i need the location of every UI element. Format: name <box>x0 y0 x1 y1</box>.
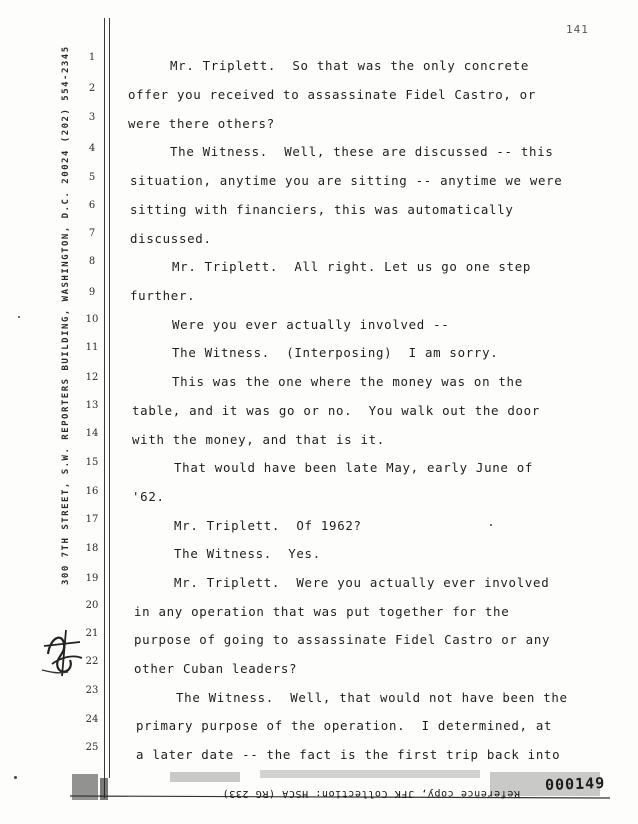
transcript-line: sitting with financiers, this was automatically <box>130 202 514 217</box>
line-number: 17 <box>85 514 99 525</box>
transcript-line: in any operation that was put together for the <box>134 604 510 619</box>
transcript-line: '62. <box>132 489 165 504</box>
transcript-line: situation, anytime you are sitting -- anytime we were <box>130 173 563 188</box>
handwritten-initials-mark <box>40 624 86 680</box>
line-number: 2 <box>88 83 96 94</box>
transcript-line: were there others? <box>128 116 275 131</box>
line-number: 13 <box>85 400 99 411</box>
transcript-line: a later date -- the fact is the first trip back into <box>136 747 561 762</box>
line-number: 1 <box>88 52 96 63</box>
scan-speck <box>14 776 17 779</box>
transcript-line: Were you ever actually involved -- <box>172 317 450 332</box>
transcript-line: primary purpose of the operation. I determined, at <box>136 718 553 733</box>
line-number: 11 <box>85 342 99 353</box>
line-number: 10 <box>85 314 99 325</box>
line-number: 22 <box>85 656 99 667</box>
transcript-line: Mr. Triplett. Of 1962? <box>174 518 362 533</box>
margin-rule-inner <box>109 18 110 778</box>
line-number: 16 <box>85 486 99 497</box>
margin-rule <box>104 18 105 798</box>
transcript-line: table, and it was go or no. You walk out the door <box>132 403 540 418</box>
line-number: 14 <box>85 428 99 439</box>
scan-speck <box>490 524 492 526</box>
scan-speck <box>18 316 20 318</box>
transcript-line: Mr. Triplett. All right. Let us go one step <box>172 259 532 274</box>
transcript-line: The Witness. Well, these are discussed -- this <box>170 144 554 159</box>
page-number: 141 <box>566 23 589 36</box>
transcript-line: with the money, and that is it. <box>132 432 385 447</box>
transcript-line: The Witness. Yes. <box>174 546 321 561</box>
line-number: 24 <box>85 714 99 725</box>
transcript-line: Mr. Triplett. So that was the only concrete <box>170 58 530 73</box>
transcript-line: That would have been late May, early June of <box>174 460 534 475</box>
transcript-line: The Witness. Well, that would not have been the <box>176 690 568 705</box>
transcript-line: The Witness. (Interposing) I am sorry. <box>172 345 499 360</box>
line-number: 18 <box>85 543 99 554</box>
reporter-address-vertical: 300 7TH STREET, S.W. REPORTERS BUILDING, WASHINGTON, D.C. 20024 (202) 554-2345 <box>61 45 71 585</box>
line-number: 19 <box>85 573 99 584</box>
transcript-line: discussed. <box>130 231 212 246</box>
line-number: 21 <box>85 628 99 639</box>
document-id-stamp: 000149 <box>544 773 606 795</box>
transcript-line: This was the one where the money was on the <box>172 374 523 389</box>
line-number: 6 <box>88 200 96 211</box>
line-number: 12 <box>85 372 99 383</box>
transcript-line: further. <box>130 288 196 303</box>
line-number: 15 <box>85 457 99 468</box>
transcript-line: purpose of going to assassinate Fidel Castro or any <box>134 632 551 647</box>
line-number: 7 <box>88 228 96 239</box>
line-number: 9 <box>88 287 96 298</box>
line-number: 8 <box>88 256 96 267</box>
transcript-line: other Cuban leaders? <box>134 661 298 676</box>
line-number: 3 <box>88 112 96 123</box>
line-number: 23 <box>85 685 99 696</box>
line-number: 20 <box>85 600 99 611</box>
reference-copy-footer: Reference copy, JFK Collection: HSCA (RG 233) <box>222 788 520 799</box>
transcript-line: Mr. Triplett. Were you actually ever involved <box>174 575 550 590</box>
line-number: 4 <box>88 143 96 154</box>
line-number: 25 <box>85 742 99 753</box>
line-number: 5 <box>88 172 96 183</box>
transcript-line: offer you received to assassinate Fidel Castro, or <box>128 87 536 102</box>
